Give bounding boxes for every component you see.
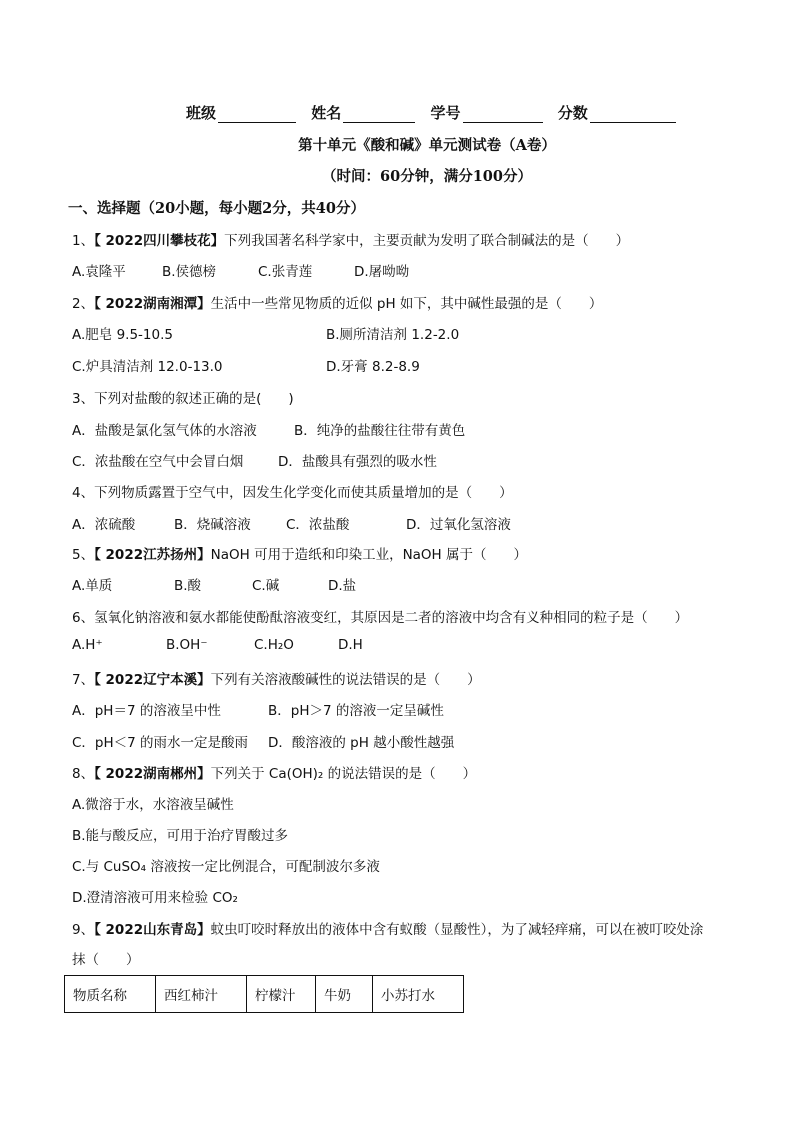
question-7-options-row2 [72,731,454,751]
option[interactable]: D.盐 [328,578,357,594]
question-5-stem: 5、【 2022江苏扬州】NaOH 可用于造纸和印染工业，NaOH 属于（ ） [72,547,528,563]
option[interactable]: D．盐酸具有强烈的吸水性 [278,454,437,470]
option[interactable]: D.屠呦呦 [354,264,410,280]
option[interactable]: A.袁隆平 [72,264,126,280]
option[interactable]: B.厕所清洁剂 1.2-2.0 [326,327,460,343]
option[interactable]: A.肥皂 9.5-10.5 [72,327,173,343]
option[interactable]: A.H⁺ [72,637,103,653]
question-9-table [64,975,464,1013]
exam-title: 第十单元《酸和碱》单元测试卷（A卷） [298,137,556,154]
option[interactable]: C.炉具清洁剂 12.0-13.0 [72,359,223,375]
option[interactable]: A.微溶于水，水溶液呈碱性 [72,797,234,813]
question-7-options-row1 [72,699,444,719]
question-1-stem: 1、【 2022四川攀枝花】下列我国著名科学家中，主要贡献为发明了联合制碱法的是（ ） [72,233,630,249]
option[interactable]: C.H₂O [254,637,294,653]
option[interactable]: A．浓硫酸 [72,517,136,533]
id-blank[interactable] [463,108,543,123]
option[interactable]: B.酸 [174,578,202,594]
option[interactable]: D．过氧化氢溶液 [406,517,511,533]
class-field: 班级 [186,102,296,123]
option[interactable]: B.能与酸反应，可用于治疗胃酸过多 [72,828,289,844]
question-4-options [72,513,511,533]
question-9-stem-cont: 抹（ ） [72,952,140,968]
option[interactable]: B．纯净的盐酸往往带有黄色 [294,423,466,439]
option[interactable]: C．浓盐酸 [286,517,350,533]
section-title: 一、选择题（20小题，每小题2分，共40分） [68,200,365,217]
question-2-stem: 2、【 2022湖南湘潭】生活中一些常见物质的近似 pH 如下，其中碱性最强的是（ ） [72,296,603,312]
option[interactable]: B．烧碱溶液 [174,517,251,533]
question-2-options-row1 [72,323,459,343]
question-5-options [72,574,356,594]
option[interactable]: A.单质 [72,578,113,594]
table-cell: 牛奶 [316,976,373,1013]
table-row [65,976,464,1013]
question-2-options-row2 [72,355,420,375]
class-blank[interactable] [218,108,296,123]
option[interactable]: C．浓盐酸在空气中会冒白烟 [72,454,244,470]
option[interactable]: D.H [338,637,363,653]
option[interactable]: D．酸溶液的 pH 越小酸性越强 [268,735,455,751]
table-cell: 物质名称 [65,976,156,1013]
option[interactable]: C.与 CuSO₄ 溶液按一定比例混合，可配制波尔多液 [72,859,380,875]
table-cell: 小苏打水 [373,976,464,1013]
question-6-stem: 6、氢氧化钠溶液和氨水都能使酚酞溶液变红，其原因是二者的溶液中均含有义种相同的粒子是（ ） [72,610,689,626]
option[interactable]: B.侯德榜 [162,264,217,280]
score-field: 分数 [558,102,676,123]
question-6-options [72,637,363,653]
table-cell: 西红柿汁 [156,976,247,1013]
question-4-stem: 4、下列物质露置于空气中，因发生化学变化而使其质量增加的是（ ） [72,485,513,501]
exam-subtitle: （时间：60分钟，满分100分） [322,168,532,185]
option[interactable]: D.澄清溶液可用来检验 CO₂ [72,890,238,906]
score-blank[interactable] [590,108,676,123]
question-1-options [72,260,409,280]
name-field: 姓名 [311,102,415,123]
option[interactable]: C.张青莲 [258,264,313,280]
question-3-options-row1 [72,419,465,439]
option[interactable]: B.OH⁻ [166,637,208,653]
id-field: 学号 [431,102,543,123]
option[interactable]: A．pH＝7 的溶液呈中性 [72,703,221,719]
question-3-stem: 3、下列对盐酸的叙述正确的是( ) [72,391,294,407]
student-info-line [186,102,706,123]
question-9-stem: 9、【 2022山东青岛】蚊虫叮咬时释放出的液体中含有蚁酸（显酸性），为了减轻痒痛，可以在被叮咬处涂 [72,922,704,938]
question-8-stem: 8、【 2022湖南郴州】下列关于 Ca(OH)₂ 的说法错误的是（ ） [72,766,477,782]
option[interactable]: C．pH＜7 的雨水一定是酸雨 [72,735,249,751]
option[interactable]: A．盐酸是氯化氢气体的水溶液 [72,423,257,439]
option[interactable]: C.碱 [252,578,280,594]
option[interactable]: B．pH＞7 的溶液一定呈碱性 [268,703,444,719]
question-3-options-row2 [72,450,437,470]
table-cell: 柠檬汁 [247,976,316,1013]
question-7-stem: 7、【 2022辽宁本溪】下列有关溶液酸碱性的说法错误的是（ ） [72,672,481,688]
name-blank[interactable] [343,108,415,123]
option[interactable]: D.牙膏 8.2-8.9 [326,359,420,375]
